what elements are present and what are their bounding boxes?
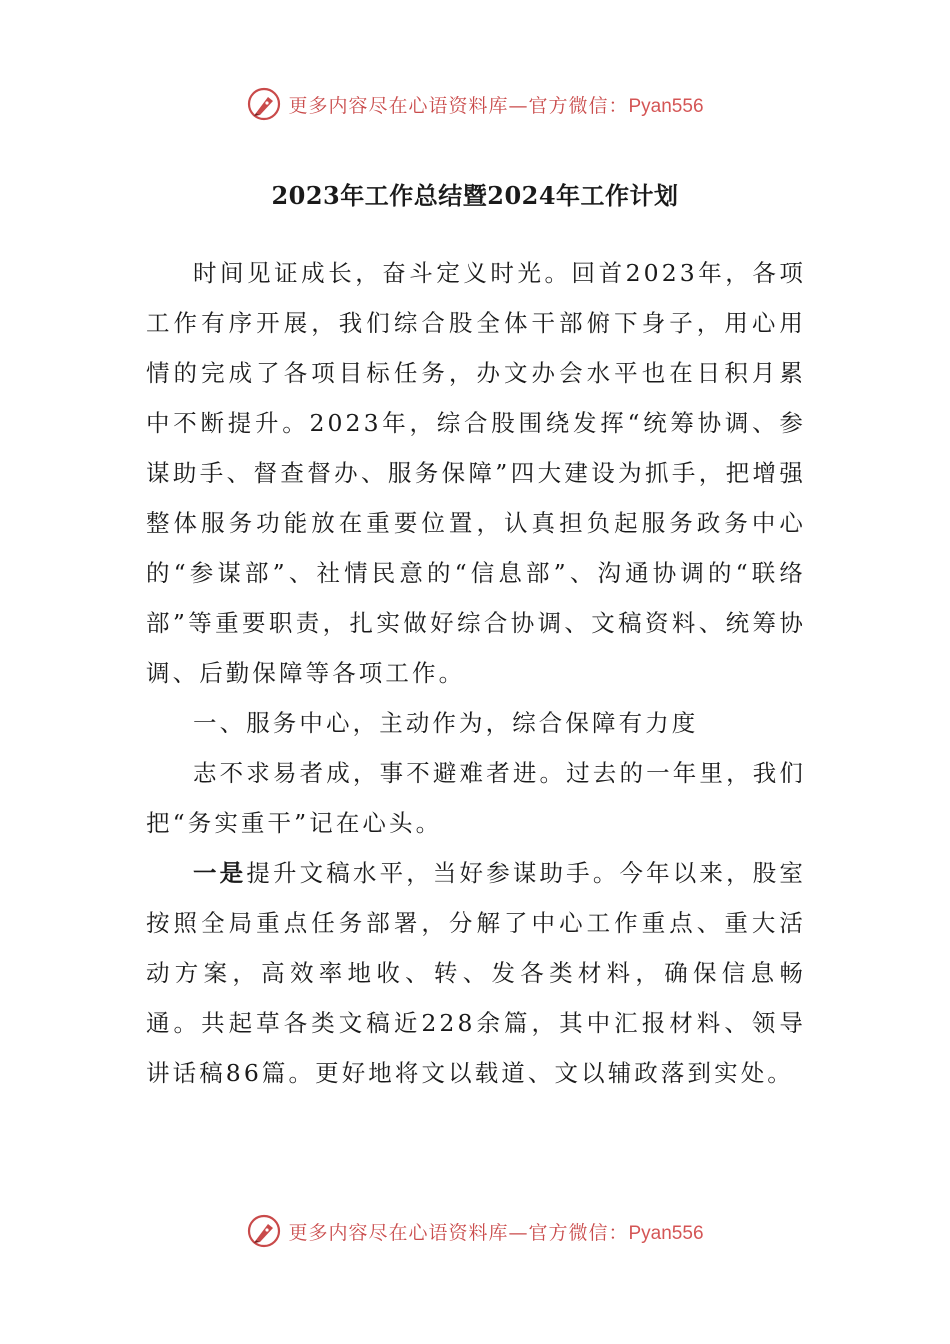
paragraph-3	[146, 848, 806, 1098]
document-body	[146, 248, 806, 1098]
paragraph-3-lead: 一是	[193, 859, 247, 887]
paragraph-3-text: 提升文稿水平，当好参谋助手。今年以来，股室按照全局重点任务部署，分解了中心工作重点、重大活动方案，高效率地收、转、发各类材料，确保信息畅通。共起草各类文稿近228余篇，其中汇报材料、领导讲话稿86篇。更好地将文以载道、文以辅政落到实处。	[146, 859, 806, 1087]
paragraph-2: 志不求易者成，事不避难者进。过去的一年里，我们把“务实重干”记在心头。	[146, 759, 806, 837]
header-watermark-banner	[0, 82, 950, 126]
wechat-id: Pyan556	[628, 95, 704, 117]
pen-nib-icon	[246, 1213, 282, 1249]
wechat-id: Pyan556	[628, 1222, 704, 1244]
paragraph-intro: 时间见证成长，奋斗定义时光。回首2023年，各项工作有序开展，我们综合股全体干部俯下身子，用心用情的完成了各项目标任务，办文办会水平也在日积月累中不断提升。2023年，综合股围绕发挥“统筹协调、参谋助手、督查督办、服务保障”四大建设为抓手，把增强整体服务功能放在重要位置，认真担负起服务政务中心的“参谋部”、社情民意的“信息部”、沟通协调的“联络部”等重要职责，扎实做好综合协调、文稿资料、统筹协调、后勤保障等各项工作。	[146, 259, 806, 687]
footer-watermark-banner	[0, 1209, 950, 1253]
document-title: 2023年工作总结暨2024年工作计划	[271, 181, 679, 210]
pen-nib-icon	[246, 86, 282, 122]
banner-text: 更多内容尽在心语资料库—官方微信：Pyan556	[288, 94, 704, 117]
banner-text: 更多内容尽在心语资料库—官方微信：Pyan556	[288, 1221, 704, 1244]
section-heading-1: 一、服务中心，主动作为，综合保障有力度	[193, 709, 699, 737]
